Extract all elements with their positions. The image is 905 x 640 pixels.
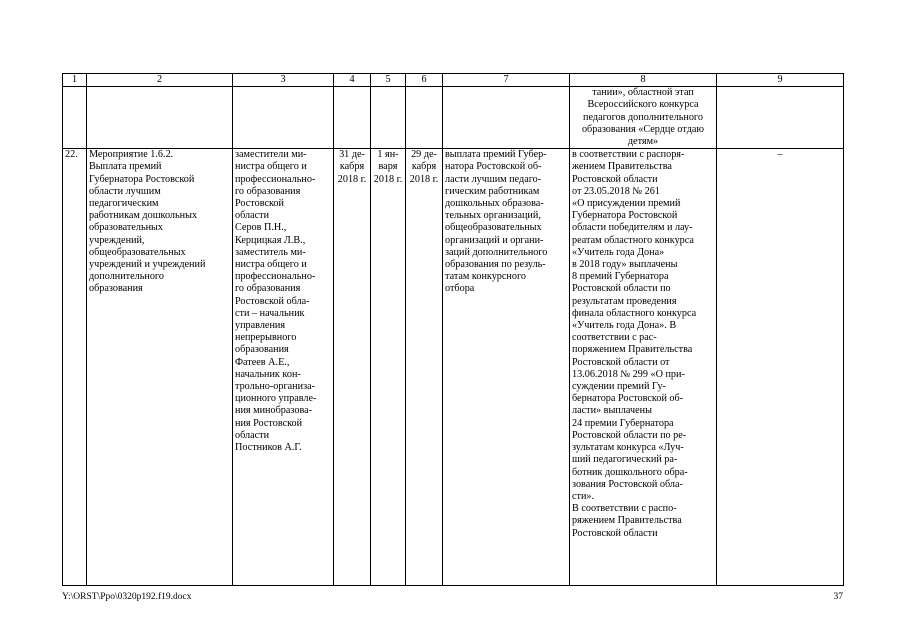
cont-cell-actual: тании», областной этап Всероссийского конкурса педагогов дополнительного образования «Сердце отдаю детям» <box>570 87 717 149</box>
cont-cell-6 <box>406 87 443 149</box>
cont-cell-1 <box>63 87 87 149</box>
actual-result-cell: в соответствии с распоря- жением Правительства Ростовской области от 23.05.2018 № 261 «О присуждении премий Губернатора Ростовской области победителям и лау- реатам областного конкурса «Учитель года Дона» в 2018 году» выплачены 8 премий Губернатора Ростовской области по результатам проведения финала областного конкурса «Учитель года Дона». В соответствии с рас- поряжением Правительства Ростовской области от 13.06.2018 № 299 «О при- суждении премий Гу- бернатора Ростовской об- ласти» выплачены 24 премии Губернатора Ростовской области по ре- зультатам конкурса «Луч- ший педагогический ра- ботник дошкольного обра- зования Ростовской обла- сти». В соответствии с распо- ряжением Правительства Ростовской области <box>570 149 717 586</box>
responsible-cell: заместители ми- нистра общего и профессионально- го образования Ростовской области Серов П.Н., Керцицкая Л.В., заместитель ми- нистра общего и профессионально- го образования Ростовской обла- сти – начальник управления непрерывного образования Фатеев А.Е., начальник кон- трольно-организа- ционного управле- ния минобразова- ния Ростовской области Постников А.Г. <box>233 149 334 586</box>
cont-cell-2 <box>87 87 233 149</box>
col-number-3: 3 <box>233 74 334 87</box>
planned-end-date-cell: 31 де- кабря 2018 г. <box>334 149 371 586</box>
col-number-9: 9 <box>717 74 844 87</box>
cont-cell-5 <box>371 87 406 149</box>
continuation-row <box>63 87 844 149</box>
col-number-4: 4 <box>334 74 371 87</box>
cont-cell-9 <box>717 87 844 149</box>
table-row-22 <box>63 149 844 586</box>
cont-cell-3 <box>233 87 334 149</box>
cont-cell-7 <box>443 87 570 149</box>
actual-end-date-cell: 29 де- кабря 2018 г. <box>406 149 443 586</box>
col-number-2: 2 <box>87 74 233 87</box>
col-number-1: 1 <box>63 74 87 87</box>
col-number-6: 6 <box>406 74 443 87</box>
file-path: Y:\ORST\Ppo\0320p192.f19.docx <box>62 592 192 602</box>
page-number: 37 <box>833 592 843 602</box>
col-number-7: 7 <box>443 74 570 87</box>
row-number: 22. <box>63 149 87 586</box>
column-number-row <box>63 74 844 87</box>
col-number-5: 5 <box>371 74 406 87</box>
actual-start-date-cell: 1 ян- варя 2018 г. <box>371 149 406 586</box>
expected-result-cell: выплата премий Губер- натора Ростовской об- ласти лучшим педаго- гическим работникам дошкольных образова- тельных организаций, общеобразовательных организаций и органи- заций дополнительного образования по резуль- татам конкурсного отбора <box>443 149 570 586</box>
activity-cell: Мероприятие 1.6.2. Выплата премий Губернатора Ростовской области лучшим педагогическим работникам дошкольных образовательных учреждений, общеобразовательных учреждений и учреждений дополнительного образования <box>87 149 233 586</box>
col-number-8: 8 <box>570 74 717 87</box>
reasons-cell: – <box>717 149 844 586</box>
cont-cell-4 <box>334 87 371 149</box>
report-table <box>62 73 844 586</box>
